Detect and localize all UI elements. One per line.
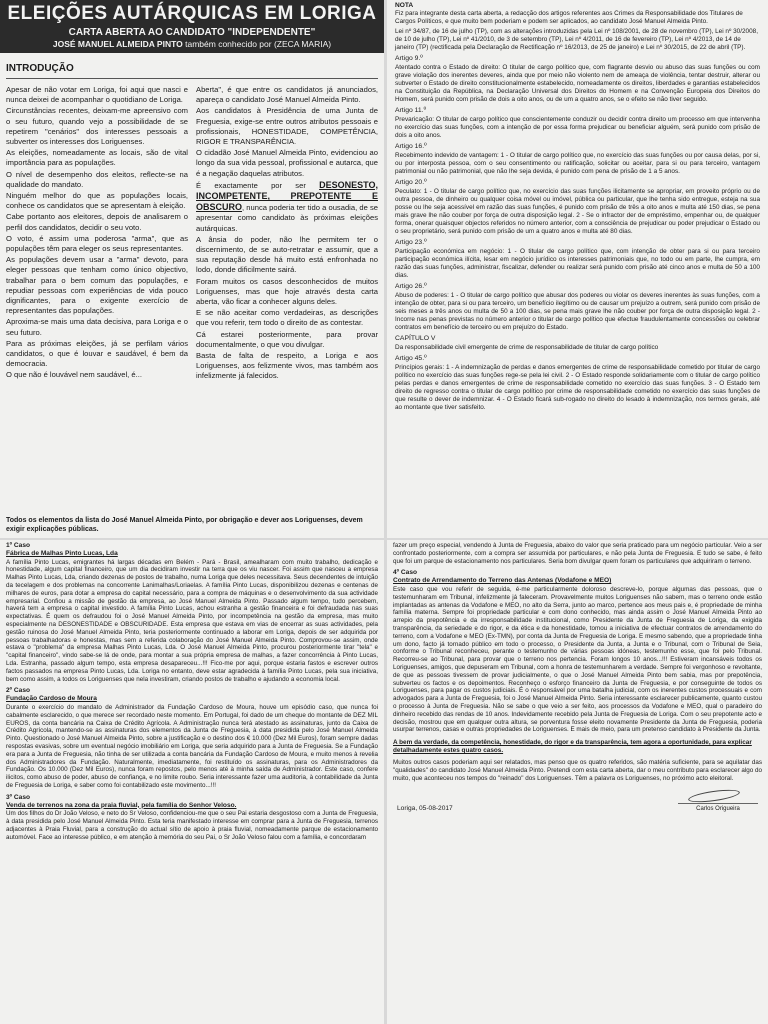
case-body: Este caso que vou referir de seguida, é-me particularmente doloroso descreve-lo, porque algumas das pessoas, que o testemunharam em Tribunal, infelizmente já faleceram. Provavelmente muitos Loriguenses não sabem, mas o terreno onde estão implantadas as antenas da Vodafone e MEO, no alto da Serra, junto ao marco, pertence aos meus pais e, é propriedade de minha família materna. Sempre foi propriedade particular e com dono conhecido, mas ainda assim o José Manuel Almeida Pinto ao arrepio da prepotência e da irresponsabilidade institucional, como Presidente da Junta de Freguesia de Loriga, da exigida transparência, da seriedade e do rigor, e da ética e da honestidade, tomou a iniciativa de efectuar contratos de arrendamento do terreno, com a Vodafone e MEO (Ex-TMN), por conta da Junta de Freguesia de Loriga. E mesmo sabendo, que a propriedade tinha um dono, facto já tornado público em todo o processo, o Presidente da Junta, a Junta e o Tribunal, com o Tribunal de Seia, conforme o Tribunal reconheceu, perante o testemunho de várias pessoas idóneas, testemunho esse, que foi pelo Tribunal. Recorreu-se ao Tribunal, para provar que o terreno nos pertencia. Foram longos 10 anos...!!! Estiveram incansáveis todos os Loriguenses, amigos, que depuseram em Tribunal, com a honra de testemunharem a verdade. Sempre foi vergonhoso e revoltante, de que as pessoas tivessem de provar judicialmente, o que o José Manuel Almeida Pinto bem sabia, mas por prepotência, subverteu os factos e os depoimentos. Reconheço o esforço financeiro da Junta de Freguesia, e por conseguinte de todos os Loriguenses, para pagar os custos judiciais. É o responsável por uma batalha judicial, com os inerentes custos processuais e com advogados para a Junta de Freguesia, foi o José Manuel Almeida Pinto. Seria interessante esclarecer publicamente, quanto custou o processo à Junta de Freguesia. Não se sabe o que veio a ser feito, aos processos da Vodafone e MEO, qual o paradeiro do dinheiro recebido das rendas de 10 anos. Indevidamente recebido pela Junta de Freguesia de Loriga. Com o seu prepotente acto e decisão, mostrou que em qualquer outra altura, se porventura fosse eleito novamente Presidente da Junta de Freguesia, poderia usurpar terrenos, casas e outras propriedades de Loriguenses. E mais de meio, para um pretenso candidato à Presidente da Junta. bbox=[393, 585, 762, 734]
case-heading: 1º Caso bbox=[6, 542, 31, 549]
paragraph: O voto, é assim uma poderosa "arma", que as populações têm para eleger os seus representantes. bbox=[6, 233, 188, 254]
intro-left-column bbox=[6, 85, 188, 383]
article-body: Prevaricação: O titular de cargo político que conscientemente conduzir ou decidir contra direito um processo em que intervenha no exercício das suas funções, com a intenção de por essa forma prejudicar ou beneficiar alguém, será punido com prisão de dois a oito anos. bbox=[395, 116, 760, 139]
truth-statement: A bem da verdade, da competência, honestidade, do rigor e da transparência, tem agora a oportunidade, para explicar detalhadamente estes quatro casos. bbox=[393, 739, 752, 755]
article-body: Abuso de poderes: 1 - O titular de cargo político que abusar dos poderes ou violar os deveres inerentes às suas funções, com a intenção de obter, para si ou para terceiro, um benefício ilegítimo ou de causar um prejuízo a outrem, será punido com prisão de seis meses a três anos ou multa de 50 a 100 dias, se pena mais grave lhe não couber por força de outra disposição legal. 2 - Incorre nas penas previstas no número anterior o titular de cargo político que efectue fraudulentamente concessões ou celebrar contratos em benefício de terceiro ou em prejuízo do Estado. bbox=[395, 292, 760, 331]
paragraph: Apesar de não votar em Loriga, foi aqui que nasci e nunca deixei de acompanhar o quotidiano de Loriga. bbox=[6, 85, 188, 105]
note-label: NOTA bbox=[395, 2, 414, 9]
article-title: Artigo 26.º bbox=[395, 283, 427, 290]
case-heading: 3º Caso bbox=[6, 793, 31, 801]
article-title: Artigo 23.º bbox=[395, 239, 427, 246]
article-title: Artigo 45.º bbox=[395, 355, 427, 362]
paragraph: Aberta", é que entre os candidatos já anunciados, apareça o candidato José Manuel Almeida Pinto. bbox=[196, 85, 378, 105]
article-title: Artigo 11.º bbox=[395, 107, 427, 114]
signature-row bbox=[387, 785, 768, 812]
case-body: Durante o exercício do mandato de Administrador da Fundação Cardoso de Moura, houve um episódio caso, que nunca foi cabalmente esclarecido, o que merece ser recordado neste momento. Em Portugal, foi dado de um cheque do montante de DEZ MIL EUROS, da conta bancária na Caixa de Crédito Agrícola. A Administração nunca terá atestado as assinaturas, junto da Caixa de Crédito Agrícola, mantendo-se as assinaturas dos elementos da Junta de Freguesia, à data presidida pelo José Manuel Almeida Pinto. Questionado o José Manuel Almeida Pinto, sobre a justificação e o destino dos € 10.000 (Dez Mil Euros), foram sempre dadas respostas evasivas, sobre um eventual negócio imobiliário em Loriga, que seria adquirido para a Junta de Freguesia. Se a Fundação era para a Junta de Freguesia, não tinha de ser utilizada a conta bancária da Fundação Cardoso de Moura, e muito menos à revelia dos Administradores da Fundação. Naturalmente, imediatamente, foi restituído os assinaturas, para os Administradores da Fundação. Os 10.000 (Dez Mil Euros), nunca foram repostos, pelo menos até à minha saída de Administrador. Este caso, confere ilicitos, como abuso de poder, abuso de confiança, e no limite roubo. Seria interessante fazer uma auditoria, à contabilidade da Junta de Freguesia de Loriga, e saber como foi contabilizado este movimento...!!! bbox=[6, 703, 378, 789]
page-cases bbox=[0, 540, 384, 1024]
paragraph: Aos candidatos à Presidência de uma Junta de Freguesia, exige-se entre outros atributos pessoais e profissionais, HONESTIDADE, COMPETÊNCIA, RIGOR E TRANSPARÊNCIA. bbox=[196, 106, 378, 147]
article-body: Participação económica em negócio: 1 - O titular de cargo político que, com intenção de obter para si ou para terceiro participação económica ilícita, lesar em negócio jurídico os interesses patrimoniais que, no todo ou em parte, lhe cumpra, em razão das suas funções, administrar, fiscalizar, defender ou realizar será punido com prisão até cinco anos e multa de 50 a 100 dias. bbox=[395, 248, 760, 279]
case-heading: 4º Caso bbox=[393, 569, 418, 577]
paragraph: Circunstâncias recentes, deixam-me apreensivo com o seu futuro, quando vejo a possibilidade de se repetirem "cenários" dos interesses pessoais a subverter os interesses dos Loriguenses. bbox=[6, 106, 188, 147]
case-title: Fábrica de Malhas Pinto Lucas, Lda bbox=[6, 549, 118, 557]
article bbox=[387, 332, 768, 352]
article-title: Artigo 20.º bbox=[395, 179, 427, 186]
page-title: ELEIÇÕES AUTÁRQUICAS EM LORIGA bbox=[7, 3, 377, 24]
candidate-line bbox=[4, 39, 380, 49]
article-body: Atentado contra o Estado de direito: O titular de cargo político que, com flagrante desvio ou abuso das suas funções ou com grave violação dos inerentes deveres, ainda que por meio não violento nem de ameaça de violência, tentar destruir, alterar ou subverter o Estado de direito constitucionalmente estabelecido, nomeadamente os direitos, liberdades e garantias estabelecidos na Constituição da República, na Declaração Universal dos Direitos do Homem e na Convenção Europeia dos Direitos do Homem, será punido com prisão de dois a oito anos, ou de um a quatro anos, se o efeito se não tiver seguido. bbox=[395, 64, 760, 103]
case-section bbox=[0, 540, 384, 685]
paragraph: O nível de desempenho dos eleitos, reflecte-se na qualidade do mandato. bbox=[6, 169, 188, 189]
page-introduction bbox=[0, 0, 384, 538]
case-body: A família Pinto Lucas, emigrantes há largas décadas em Belém - Pará - Brasil, amealharam com muito trabalho, dedicação e honestidade, algum capital financeiro, que um dia decidiram investir na terra que os viu nascer. Foi assim que nasceu a empresa Malhas Pinto Lucas, Lda, criando dezenas de postos de trabalho, numa Loriga que deles necessitava. Seus decendentes de intuição da tecelagem e dos problemas na concorrente Lanimalhas/Loriaelas. A família Pinto Lucas, disponibilizou dezenas e centenas de milhares de euros, para dotar a empresa do capital necessário, para a compra de máquinas e o desenvolvimento da sua actividade empresarial. Confiou a missão de gestão da empresa, ao José Manuel Almeida Pinto. Passado algum tempo, tudo percebem, haverá tem a empresa o capital investido. A família Pinto Lucas, achou estranha a gestão financeira e foi defraudada nas suas expectativas. É quem os defraudou foi o José Manuel Almeida Pinto, por incompetência na gestão da empresa, mas muito especialmente na DESONESTIDADE e OBSCURIDADE. Esta empresa que estava em vias de encerrar as suas actividades, pela gestão ruinosa do José Manuel Almeida Pinto, teria posteriormente continuado a laborar em Loriga, depois de ser adquirida por pessoas trabalhadoras e honestas, mas sem a referida colaboração do José Manuel Almeida Pinto. Comprovou-se assim, onde estava o "problema" da empresa Malhas Pinto Lucas, Lda. O José Manuel Almeida Pinto, procurou posteriormente tirar "tela" e "capital financeiro", vindo sabe-se lá de onde, para montar a sua própria empresa de malhas, a fazer concorrência à Pinto Lucas, Lda. Estranha, passado algum tempo, esta empresa desapareceu...!!! Fico-me por aqui, porque estaria fastos e escrever outros factos passados na empresa Pinto Lucas, Lda. Loriga no entanto, deve estar agradecida à família Pinto Lucas, pela sua iniciativa, bem como assim, a todos os Loriguenses que nela investiram, criando postos de trabalho e ajudando a economia local. bbox=[6, 558, 378, 683]
paragraph: Cá estarei posteriormente, para provar documentalmente, o que vou divulgar. bbox=[196, 329, 378, 349]
candidate-name: JOSÉ MANUEL ALMEIDA PINTO bbox=[52, 39, 183, 49]
article bbox=[387, 280, 768, 332]
paragraph: As eleições, nomeadamente as locais, são de vital importância para as populações. bbox=[6, 148, 188, 168]
signature-block bbox=[678, 789, 758, 812]
header-banner bbox=[0, 0, 384, 53]
article-body: Recebimento indevido de vantagem: 1 - O titular de cargo político que, no exercício das suas funções ou por causa delas, por si, ou por interposta pessoa, com o seu consentimento ou ratificação, solicitar ou aceitar, para si ou para terceiro, vantagem patrimonial ou não patrimonial, que não lhe seja devida, é punido com pena de prisão de 1 a 5 anos. bbox=[395, 152, 760, 175]
paragraph-tail: , nunca poderia ter tido a ousadia, de se apresentar como candidato às próximas eleições autárquicas. bbox=[196, 203, 378, 233]
paragraph: Ninguém melhor do que as populações locais, conhece os candidatos que se apresentam à eleição. bbox=[6, 191, 188, 211]
article-title: Artigo 16.º bbox=[395, 143, 427, 150]
article-title: CAPÍTULO V bbox=[395, 335, 436, 342]
page-subtitle: CARTA ABERTA AO CANDIDATO "INDEPENDENTE" bbox=[68, 27, 316, 38]
case-section bbox=[0, 792, 384, 844]
intro-footer: Todos os elementos da lista do José Manuel Almeida Pinto, por obrigação e dever aos Loriguenses, devem exigir explicações públicas. bbox=[6, 517, 363, 533]
paragraph: O que não é louvável nem saudável, é... bbox=[6, 370, 142, 380]
article bbox=[387, 140, 768, 176]
intro-columns bbox=[0, 79, 384, 383]
closing-paragraph: Muitos outros casos poderiam aqui ser relatados, mas penso que os quatro referidos, são matéria suficiente, para se aquilatar das "qualidades" do candidato José Manuel Almeida Pinto. Pretendi com esta carta aberta, dar o meu contributo para esclarecer algo do muito, que aconteceu nos tempos do "reinado" dos Loriguenses. Têm a palavra os Loriguenses, no próximo acto eleitoral. bbox=[393, 759, 762, 782]
case-heading: 2º Caso bbox=[6, 687, 31, 695]
case-section bbox=[0, 685, 384, 791]
case-continuation: fazer um preço especial, vendendo à Junta de Freguesia, abaixo do valor que seria praticado para um negócio particular. Veio a ser confrontado posteriormente, com a compra ser assumida por particulares, e não pela Junta de Freguesia. E tudo se sabe, é feito que foi um parque de estacionamento nos particulares. Seria bom divulgar quem foram os particulares que adquiriram o terreno. bbox=[393, 542, 762, 565]
paragraph-lead: É exactamente por ser bbox=[196, 180, 306, 190]
paragraph: O cidadão José Manuel Almeida Pinto, evidenciou ao longo da sua vida pessoal, profissional e autarca, que é a negação daquelas atributos. bbox=[196, 148, 378, 178]
place-date: Loriga, 05-08-2017 bbox=[397, 804, 453, 812]
case-title: Fundação Cardoso de Moura bbox=[6, 695, 97, 703]
page-legal-articles bbox=[387, 0, 768, 538]
article bbox=[387, 52, 768, 104]
signature-mark bbox=[678, 789, 758, 804]
legislation-reference: Lei nº 34/87, de 16 de julho (TP), com as alterações introduzidas pela Lei nº 108/2001, de 28 de novembro (TP), Lei nº 30/2008, de 10 de julho (TP), Lei nº 41/2010, de 3 de setembro (TP), Lei nº 4/2011, de 16 de fevereiro (TP), Lei nº 4/2013, de 14 de janeiro (TP) (rectificada pela Declaração de Rectificação nº 16/2013, de 25 de janeiro) e Lei nº 30/2015, de 22 de abril (TP). bbox=[395, 28, 758, 51]
article-body: Princípios gerais: 1 - A indemnização de perdas e danos emergentes de crime de responsabilidade cometido por titular de cargo político no exercício das suas funções rege-se pela lei civil. 2 - O Estado responde solidariamente com o titular de cargo político pelas perdas e danos emergentes de crime de responsabilidade cometido no exercício das suas funções. 3 - O Estado tem direito de regresso contra o titular de cargo político por crime de responsabilidade cometido no exercício das suas funções de que resulte o dever de indemnizar. 4 - O Estado ficará sub-rogado no direito do lesado à indemnização, nos termos gerais, até ao montante que tiver satisfeito. bbox=[395, 364, 760, 411]
paragraph: Basta de falta de respeito, a Loriga e aos Loriguenses, aos felizmente vivos, mas também aos infelizmente já falecidos. bbox=[196, 351, 378, 381]
paragraph: Cabe portanto aos eleitores, depois de analisarem o perfil dos candidatos, decidir o seu voto. bbox=[6, 212, 188, 232]
paragraph: Aproxima-se mais uma data decisiva, para Loriga e o seu futuro. bbox=[6, 317, 188, 337]
article-body: Peculato: 1 - O titular de cargo político que, no exercício das suas funções ilicitamente se apropriar, em proveito próprio ou de outra pessoa, de dinheiro ou qualquer coisa móvel ou imóvel, pública ou particular, que lhe tenha sido entregue, esteja na sua posse ou lhe seja acessível em razão das suas funções, é punido com prisão de três a oito anos e multa até 150 dias, se pena mais grave lhe não couber por força de outra disposição legal. 2 - Se o infractor der de empréstimo, empenhar ou, de qualquer forma, onerar quaisquer objectos referidos no número anterior, com a consciência de prejudicar ou poder prejudicar o Estado ou o seu proprietário, será punido com prisão de um a quatro anos e multa até 80 dias. bbox=[395, 188, 760, 235]
paragraph: Para as próximas eleições, já se perfilam vários candidatos, o que é louvar e saudável, é bem da democracia. bbox=[6, 338, 188, 369]
article-title: Artigo 9.º bbox=[395, 55, 423, 62]
intro-right-column bbox=[196, 85, 378, 383]
signatory-name: Carlos Origueira bbox=[696, 805, 740, 812]
article bbox=[387, 176, 768, 236]
paragraph: As populações devem usar a "arma" devoto, para eleger pessoas que tenham como único objectivo, trabalhar para o bem comum das populações, e repudiar pessoas com experiências de vida pouco dignificantes, para o exigente exercício de representantes das populações. bbox=[6, 255, 188, 316]
paragraph bbox=[196, 180, 378, 234]
article bbox=[387, 352, 768, 412]
note-text: Fiz para integrante desta carta aberta, a redacção dos artigos referentes aos Crimes da Responsabilidade dos Titulares de Cargos Políticos, e que muito bem poderiam e podem ser aplicados, ao candidato José Manuel Almeida Pinto. bbox=[395, 10, 743, 25]
paragraph: E se não aceitar como verdadeiras, as descrições que vou referir, tem todo o direito de as contestar. bbox=[196, 308, 378, 328]
emphasis-text: DESONESTO, INCOMPETENTE, PREPOTENTE E OBSCURO bbox=[196, 179, 378, 213]
article bbox=[387, 104, 768, 140]
candidate-aka: também conhecido por (ZECA MARIA) bbox=[185, 39, 332, 49]
intro-title: INTRODUÇÃO bbox=[6, 63, 74, 74]
case-body: Um dos filhos do Dr João Veloso, e neto do Sr Veloso, confidenciou-me que o seu Pai estaria desgostoso com a Junta de Freguesia, à data presidida pelo José Manuel Almeida Pinto. Esta teria manifestado interesse em comprar para a Junta de Freguesia, terrenos adjacentes à Praia Fluvial, para a construção do actual sítio de apoio à praia fluvial, nomeadamente parque de estacionamento automóvel. Face ao interesse público, e em atenção à memória do seu Pai, o Sr João Veloso falou com a família, e concordaram bbox=[6, 810, 378, 841]
paragraph: Foram muitos os casos desconhecidos de muitos Loriguenses, mas que hoje através desta carta aberta, vão ficar a conhecer alguns deles. bbox=[196, 276, 378, 307]
case-title: Contrato de Arrendamento do Terreno das Antenas (Vodafone e MEO) bbox=[393, 577, 612, 585]
case-title: Venda de terrenos na zona da praia fluvial, pela família do Senhor Veloso. bbox=[6, 801, 237, 809]
note-block bbox=[387, 0, 768, 28]
paragraph: A ânsia do poder, não lhe permitem ter o discernimento, de se auto-retratar e assumir, que a sua reputação desde há muito está enfronhada no lodo, donde dificilmente sairá. bbox=[196, 234, 378, 275]
case-section bbox=[387, 567, 768, 736]
article-body: Da responsabilidade civil emergente de crime de responsabilidade de titular de cargo político bbox=[395, 344, 659, 351]
page-cases-continued bbox=[387, 540, 768, 1024]
article bbox=[387, 236, 768, 280]
